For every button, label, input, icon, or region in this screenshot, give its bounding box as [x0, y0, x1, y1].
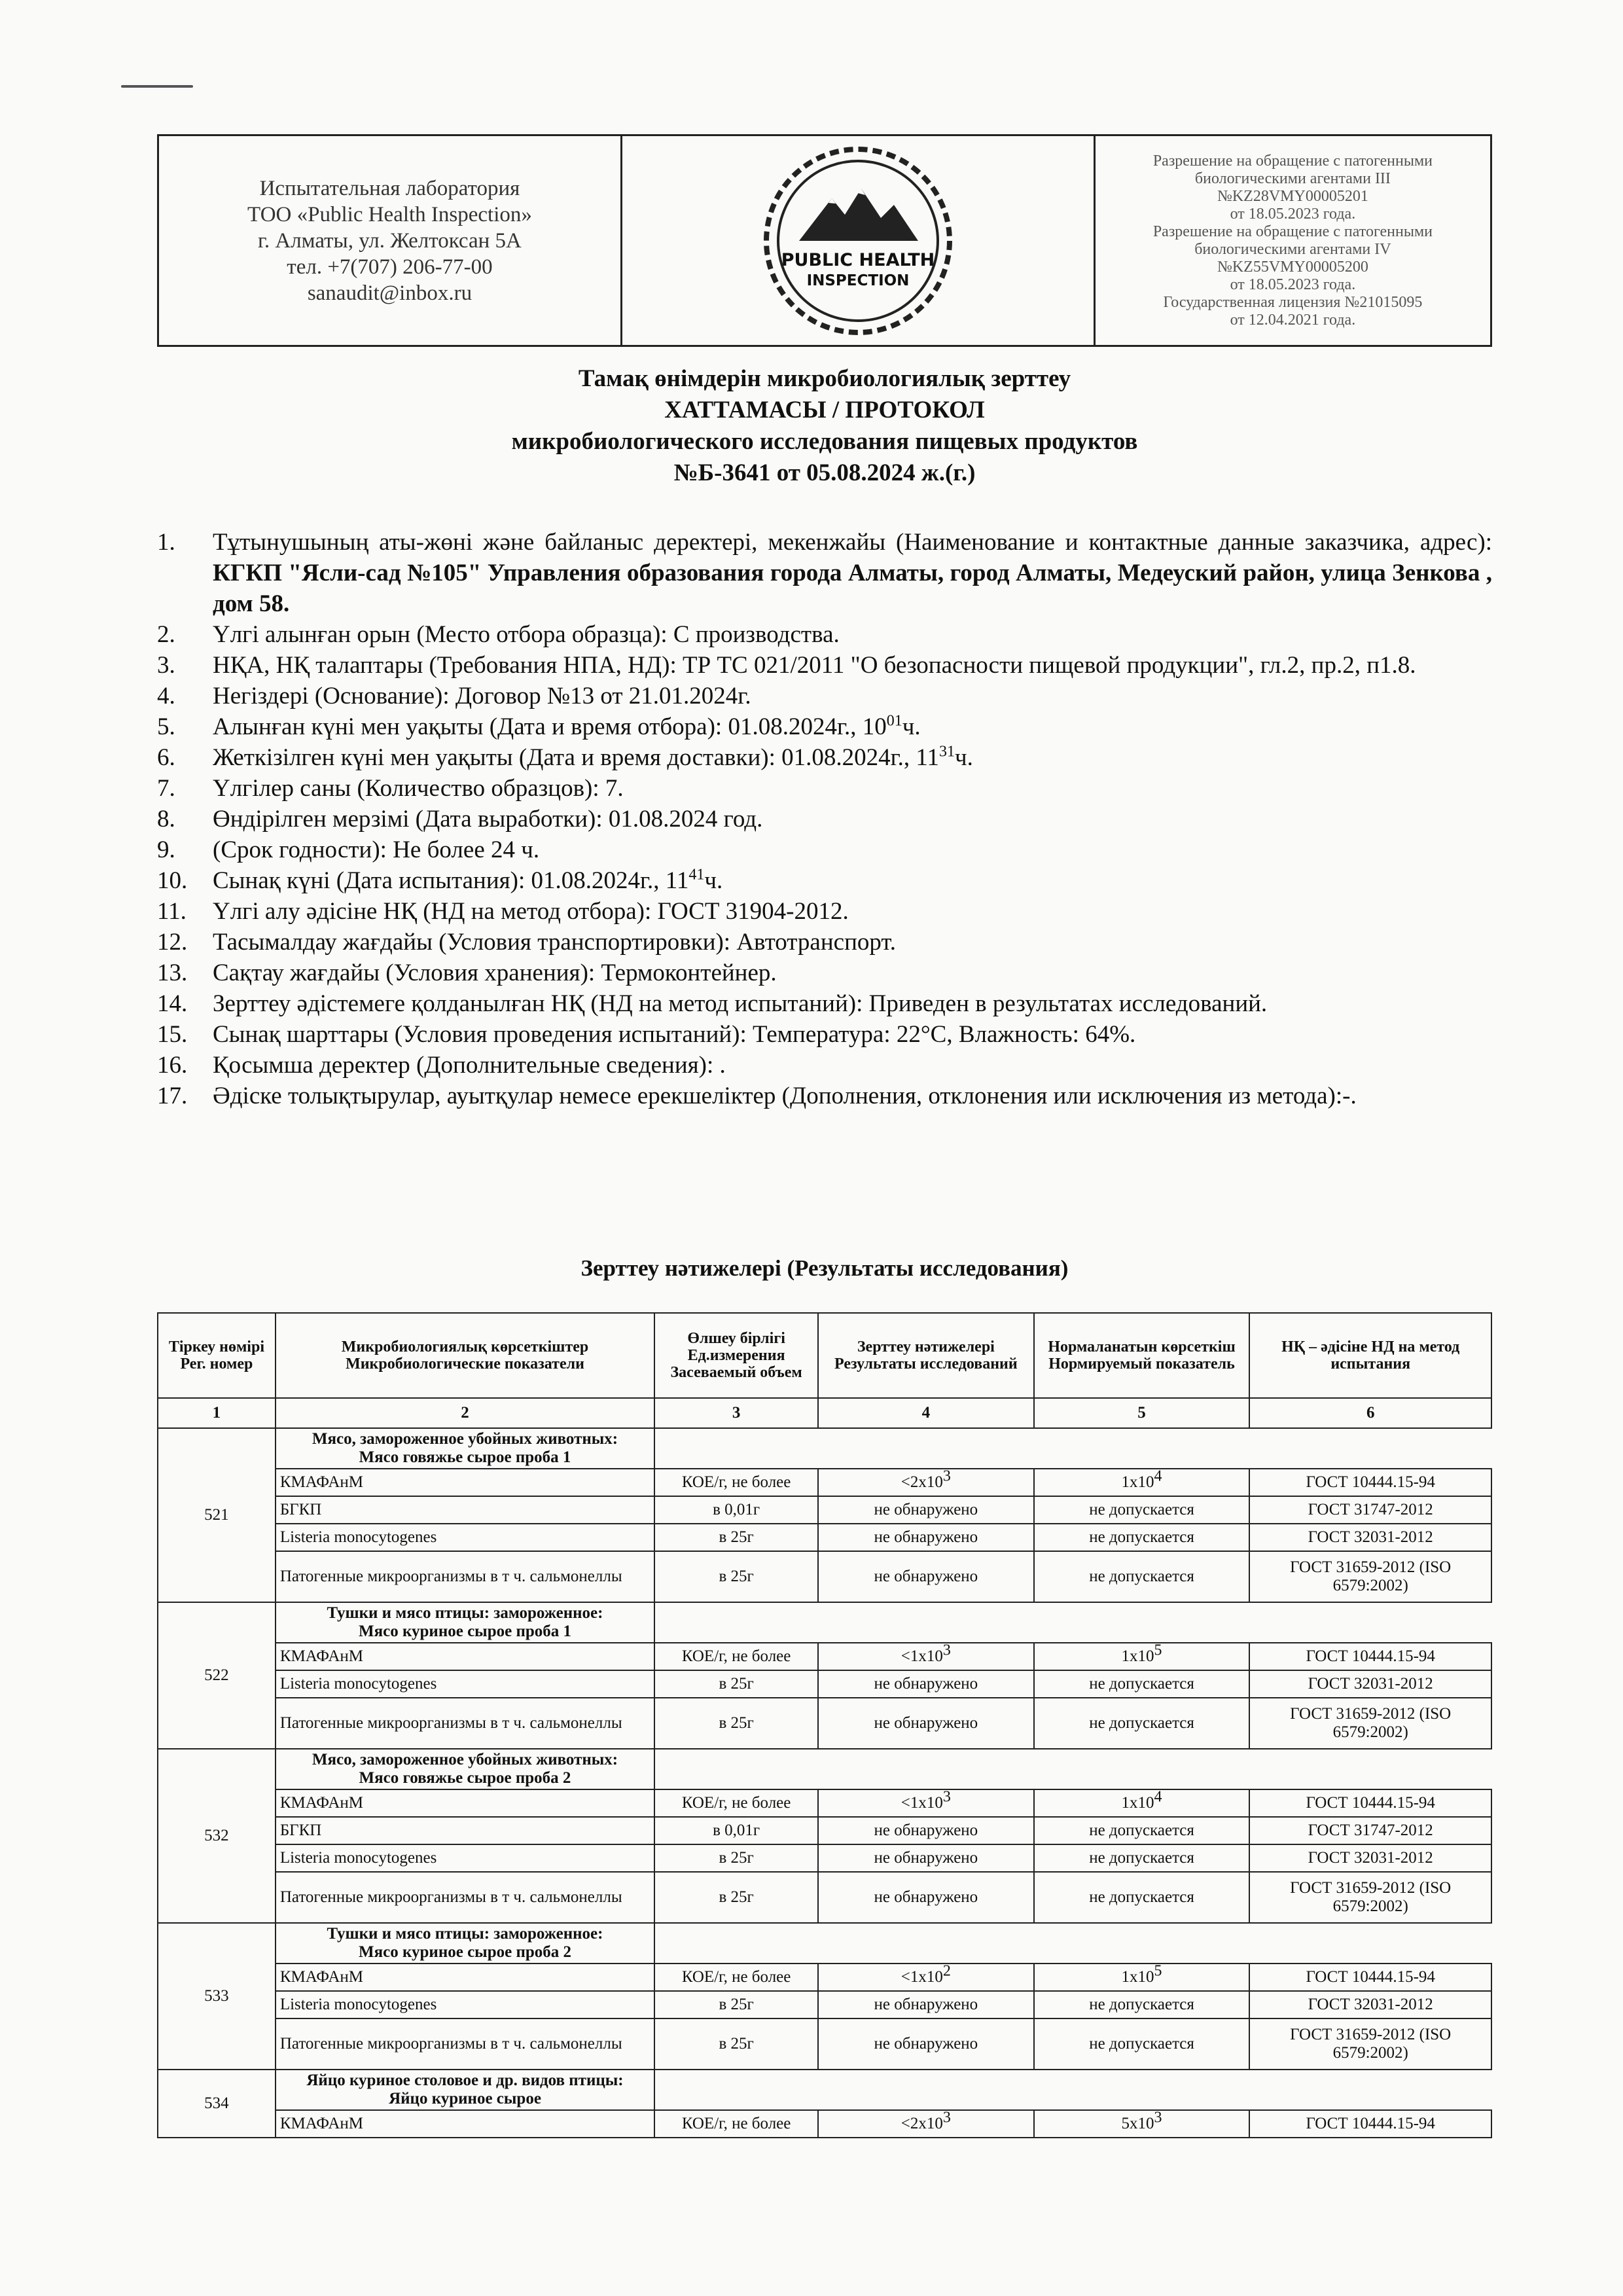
- sample-category: Яйцо куриное столовое и др. видов птицы:: [306, 2072, 624, 2089]
- sample-title: [276, 1749, 654, 1789]
- column-header: Өлшеу бірлігі Ед.измерения Засеваемый объем: [654, 1313, 818, 1398]
- result: не обнаружено: [818, 1670, 1034, 1698]
- group-row: [158, 1428, 1491, 1469]
- indicator: Патогенные микроорганизмы в т ч. сальмонеллы: [276, 1698, 654, 1749]
- unit: КОЕ/г, не более: [654, 1469, 818, 1496]
- method: ГОСТ 31659-2012 (ISO 6579:2002): [1249, 2018, 1491, 2070]
- logo-cell: [622, 136, 1096, 345]
- indicator: Патогенные микроорганизмы в т ч. сальмонеллы: [276, 1551, 654, 1602]
- permit-line: биологическими агентами III: [1194, 170, 1391, 187]
- item-text: Өндірілген мерзімі (Дата выработки): 01.08.2024 год.: [213, 806, 763, 833]
- method: ГОСТ 10444.15-94: [1249, 1789, 1491, 1817]
- lab-line: sanaudit@inbox.ru: [307, 281, 473, 305]
- indicator: Патогенные микроорганизмы в т ч. сальмонеллы: [276, 2018, 654, 2070]
- protocol-number: №Б-3641 от 05.08.2024 ж.(г.): [673, 459, 976, 486]
- column-header: Тіркеу нөмірі Рег. номер: [158, 1313, 276, 1398]
- sample-category: Тушки и мясо птицы: замороженное:: [327, 1925, 603, 1943]
- protocol-item: [157, 896, 1492, 927]
- method: ГОСТ 32031-2012: [1249, 1524, 1491, 1551]
- result: $<1x10^3$: [818, 1643, 1034, 1670]
- reg-number: 521: [158, 1428, 276, 1602]
- indicator: КМАФАнМ: [276, 1643, 654, 1670]
- item-text: Қосымша деректер (Дополнительные сведения): .: [213, 1052, 726, 1079]
- permit-line: №KZ28VMY00005201: [1217, 187, 1368, 205]
- item-text: Әдіске толықтырулар, ауытқулар немесе ерекшеліктер (Дополнения, отклонения или исключения из метода):-.: [213, 1083, 1357, 1109]
- item-text: Алынған күні мен уақыты (Дата и время отбора): 01.08.2024г., $10^{01}ч$.: [213, 712, 921, 740]
- exponent: 3: [1154, 2109, 1162, 2126]
- document-title: [157, 363, 1492, 489]
- norm: $1x10^5$: [1034, 1643, 1250, 1670]
- protocol-item: [157, 1050, 1492, 1081]
- result: $<2x10^3$: [818, 2110, 1034, 2138]
- group-spacer: [654, 1602, 1491, 1643]
- public-health-inspection-logo: [760, 143, 956, 339]
- norm: $1x10^5$: [1034, 1964, 1250, 1991]
- group-spacer: [654, 1428, 1491, 1469]
- protocol-item: [157, 619, 1492, 650]
- scan-mark: [121, 85, 193, 88]
- method: ГОСТ 10444.15-94: [1249, 2110, 1491, 2138]
- customer-name: КГКП "Ясли-сад №105" Управления образования города Алматы, город Алматы, Медеуский район, улица Зенкова , дом 58.: [213, 560, 1492, 617]
- permit-line: Разрешение на обращение с патогенными: [1152, 152, 1433, 170]
- exponent: 2: [942, 1962, 951, 1980]
- protocol-item: [157, 834, 1492, 865]
- time-minutes: 41: [688, 866, 705, 884]
- group-row: [158, 1923, 1491, 1964]
- norm: не допускается: [1034, 1991, 1250, 2018]
- results-table: [157, 1312, 1492, 2138]
- item-text: Тасымалдау жағдайы (Условия транспортировки): Автотранспорт.: [213, 929, 897, 956]
- result: не обнаружено: [818, 1817, 1034, 1844]
- table-row: [158, 1524, 1491, 1551]
- result: не обнаружено: [818, 1524, 1034, 1551]
- table-row: [158, 1844, 1491, 1872]
- protocol-item: [157, 681, 1492, 711]
- lab-info: [159, 136, 622, 345]
- lab-line: г. Алматы, ул. Желтоксан 5А: [258, 228, 522, 253]
- norm: не допускается: [1034, 1872, 1250, 1923]
- sample-name: Мясо куриное сырое проба 2: [359, 1943, 571, 1961]
- lab-line: ТОО «Public Health Inspection»: [247, 202, 532, 226]
- protocol-item: [157, 1081, 1492, 1111]
- group-row: [158, 2070, 1491, 2110]
- indicator: БГКП: [276, 1496, 654, 1524]
- table-row: [158, 1469, 1491, 1496]
- sample-name: Мясо куриное сырое проба 1: [359, 1623, 571, 1640]
- norm: не допускается: [1034, 1817, 1250, 1844]
- unit: КОЕ/г, не более: [654, 1789, 818, 1817]
- method: ГОСТ 32031-2012: [1249, 1670, 1491, 1698]
- permits-info: [1096, 136, 1490, 345]
- sample-name: Яйцо куриное сырое: [389, 2090, 541, 2108]
- item-text: Үлгі алынған орын (Место отбора образца): С производства.: [213, 621, 840, 648]
- method: ГОСТ 31747-2012: [1249, 1817, 1491, 1844]
- item-number: 7.: [157, 775, 175, 802]
- result: не обнаружено: [818, 1991, 1034, 2018]
- item-number: 4.: [157, 683, 175, 709]
- item-number: 2.: [157, 621, 175, 648]
- sample-category: Тушки и мясо птицы: замороженное:: [327, 1604, 603, 1622]
- indicator: БГКП: [276, 1817, 654, 1844]
- lab-line: тел. +7(707) 206-77-00: [287, 255, 493, 279]
- table-row: [158, 1496, 1491, 1524]
- method: ГОСТ 10444.15-94: [1249, 1964, 1491, 1991]
- item-number: 1.: [157, 529, 175, 556]
- column-number: 4: [818, 1398, 1034, 1428]
- column-header: Нормаланатын көрсеткіш Нормируемый показатель: [1034, 1313, 1250, 1398]
- item-text: Үлгілер саны (Количество образцов): 7.: [213, 775, 624, 802]
- permit-line: биологическими агентами IV: [1194, 240, 1391, 258]
- method: ГОСТ 32031-2012: [1249, 1991, 1491, 2018]
- column-number: 6: [1249, 1398, 1491, 1428]
- result: $<2x10^3$: [818, 1469, 1034, 1496]
- sample-category: Мясо, замороженное убойных животных:: [312, 1430, 618, 1448]
- protocol-item: [157, 711, 1492, 742]
- norm: не допускается: [1034, 1524, 1250, 1551]
- method: ГОСТ 10444.15-94: [1249, 1469, 1491, 1496]
- title-line-3: микробиологического исследования пищевых продуктов: [511, 428, 1138, 455]
- item-number: 17.: [157, 1083, 188, 1109]
- item-text: Сынақ күні (Дата испытания): 01.08.2024г., $11^{41}ч$.: [213, 866, 723, 894]
- table-row: [158, 2110, 1491, 2138]
- group-row: [158, 1749, 1491, 1789]
- norm: не допускается: [1034, 2018, 1250, 2070]
- reg-number: 533: [158, 1923, 276, 2070]
- letterhead: [157, 134, 1492, 347]
- table-row: [158, 1872, 1491, 1923]
- group-spacer: [654, 1749, 1491, 1789]
- item-number: 5.: [157, 713, 175, 740]
- indicator: Listeria monocytogenes: [276, 1670, 654, 1698]
- item-number: 11.: [157, 898, 187, 925]
- result: не обнаружено: [818, 1551, 1034, 1602]
- sample-name: Мясо говяжье сырое проба 1: [359, 1448, 571, 1466]
- sample-title: [276, 1923, 654, 1964]
- item-number: 6.: [157, 744, 175, 771]
- unit: в 0,01г: [654, 1817, 818, 1844]
- logo-text-1: PUBLIC HEALTH: [781, 249, 935, 270]
- result: $<1x10^2$: [818, 1964, 1034, 1991]
- indicator: КМАФАнМ: [276, 1964, 654, 1991]
- table-row: [158, 1991, 1491, 2018]
- exponent: 3: [942, 1788, 951, 1806]
- item-text: Сынақ шарттары (Условия проведения испытаний): Температура: 22°С, Влажность: 64%.: [213, 1021, 1136, 1048]
- item-text: НҚА, НҚ талаптары (Требования НПА, НД): ТР ТС 021/2011 "О безопасности пищевой продукции", гл.2, пр.2, п1.8.: [213, 652, 1416, 679]
- permit-line: №KZ55VMY00005200: [1217, 258, 1368, 276]
- item-number: 16.: [157, 1052, 188, 1079]
- permit-line: от 18.05.2023 года.: [1230, 276, 1356, 293]
- column-number: 2: [276, 1398, 654, 1428]
- protocol-items: [157, 527, 1492, 1111]
- exponent: 4: [1154, 1788, 1162, 1806]
- method: ГОСТ 31659-2012 (ISO 6579:2002): [1249, 1698, 1491, 1749]
- item-number: 9.: [157, 836, 175, 863]
- reg-number: 532: [158, 1749, 276, 1923]
- column-header: НҚ – әдісіне НД на метод испытания: [1249, 1313, 1491, 1398]
- method: ГОСТ 32031-2012: [1249, 1844, 1491, 1872]
- exponent: 3: [942, 2109, 951, 2126]
- title-line-1: Тамақ өнімдерін микробиологиялық зерттеу: [578, 365, 1071, 392]
- permit-line: от 12.04.2021 года.: [1230, 311, 1356, 329]
- table-row: [158, 1789, 1491, 1817]
- table-row: [158, 1643, 1491, 1670]
- norm: $5x10^3$: [1034, 2110, 1250, 2138]
- table-row: [158, 1817, 1491, 1844]
- sample-title: [276, 1602, 654, 1643]
- item-text: Жеткізілген күні мен уақыты (Дата и время доставки): 01.08.2024г., $11^{31}ч$.: [213, 743, 973, 771]
- column-number-row: [158, 1398, 1491, 1428]
- sample-title: [276, 2070, 654, 2110]
- permit-line: от 18.05.2023 года.: [1230, 205, 1356, 223]
- norm: не допускается: [1034, 1496, 1250, 1524]
- protocol-item: [157, 1019, 1492, 1050]
- unit: в 25г: [654, 1872, 818, 1923]
- item-number: 14.: [157, 990, 188, 1017]
- unit: КОЕ/г, не более: [654, 1643, 818, 1670]
- logo-text-2: INSPECTION: [806, 272, 910, 289]
- unit: в 25г: [654, 1670, 818, 1698]
- header-row: [158, 1313, 1491, 1398]
- column-header: Микробиологиялық көрсеткіштер Микробиологические показатели: [276, 1313, 654, 1398]
- column-number: 5: [1034, 1398, 1250, 1428]
- norm: не допускается: [1034, 1844, 1250, 1872]
- protocol-item: [157, 773, 1492, 804]
- item-text: Үлгі алу әдісіне НҚ (НД на метод отбора): ГОСТ 31904-2012.: [213, 898, 849, 925]
- item-number: 3.: [157, 652, 175, 679]
- norm: $1x10^4$: [1034, 1789, 1250, 1817]
- exponent: 5: [1154, 1641, 1162, 1659]
- indicator: Listeria monocytogenes: [276, 1844, 654, 1872]
- indicator: КМАФАнМ: [276, 1469, 654, 1496]
- protocol-item: [157, 742, 1492, 773]
- method: ГОСТ 31659-2012 (ISO 6579:2002): [1249, 1551, 1491, 1602]
- time-minutes: 01: [886, 712, 902, 730]
- result: не обнаружено: [818, 1698, 1034, 1749]
- protocol-item: [157, 958, 1492, 988]
- group-row: [158, 1602, 1491, 1643]
- table-row: [158, 2018, 1491, 2070]
- table-row: [158, 1670, 1491, 1698]
- unit: КОЕ/г, не более: [654, 1964, 818, 1991]
- indicator: КМАФАнМ: [276, 1789, 654, 1817]
- norm: не допускается: [1034, 1698, 1250, 1749]
- item-number: 13.: [157, 960, 188, 986]
- reg-number: 534: [158, 2070, 276, 2138]
- protocol-item: [157, 927, 1492, 958]
- protocol-item: [157, 650, 1492, 681]
- unit: в 25г: [654, 1551, 818, 1602]
- permit-line: Государственная лицензия №21015095: [1163, 293, 1423, 311]
- item-number: 8.: [157, 806, 175, 833]
- unit: в 25г: [654, 2018, 818, 2070]
- norm: не допускается: [1034, 1551, 1250, 1602]
- indicator: Патогенные микроорганизмы в т ч. сальмонеллы: [276, 1872, 654, 1923]
- group-spacer: [654, 2070, 1491, 2110]
- exponent: 3: [942, 1641, 951, 1659]
- indicator: Listeria monocytogenes: [276, 1524, 654, 1551]
- unit: в 25г: [654, 1844, 818, 1872]
- column-header: Зерттеу нәтижелері Результаты исследований: [818, 1313, 1034, 1398]
- method: ГОСТ 10444.15-94: [1249, 1643, 1491, 1670]
- item-text: (Срок годности): Не более 24 ч.: [213, 836, 540, 863]
- unit: в 25г: [654, 1524, 818, 1551]
- time-minutes: 31: [939, 743, 955, 761]
- protocol-item: [157, 527, 1492, 619]
- result: не обнаружено: [818, 1872, 1034, 1923]
- unit: КОЕ/г, не более: [654, 2110, 818, 2138]
- item-number: 15.: [157, 1021, 188, 1048]
- sample-category: Мясо, замороженное убойных животных:: [312, 1751, 618, 1768]
- result: не обнаружено: [818, 1844, 1034, 1872]
- indicator: Listeria monocytogenes: [276, 1991, 654, 2018]
- item-text: Сақтау жағдайы (Условия хранения): Термоконтейнер.: [213, 960, 777, 986]
- norm: не допускается: [1034, 1670, 1250, 1698]
- table-row: [158, 1964, 1491, 1991]
- result: $<1x10^3$: [818, 1789, 1034, 1817]
- sample-name: Мясо говяжье сырое проба 2: [359, 1769, 571, 1787]
- protocol-item: [157, 865, 1492, 896]
- result: не обнаружено: [818, 1496, 1034, 1524]
- title-line-2: ХАТТАМАСЫ / ПРОТОКОЛ: [664, 397, 985, 423]
- item-text: Тұтынушының аты-жөні және байланыс деректері, мекенжайы (Наименование и контактные данные заказчика, адрес): КГКП "Ясли-сад №105" Управления образования города Алматы, город Алматы, Медеуский район, улица Зенкова , дом 58.: [213, 529, 1492, 617]
- item-number: 12.: [157, 929, 188, 956]
- exponent: 3: [942, 1467, 951, 1485]
- results-title: Зерттеу нәтижелері (Результаты исследования): [580, 1255, 1069, 1281]
- protocol-item: [157, 988, 1492, 1019]
- item-text: Зерттеу әдістемеге қолданылған НҚ (НД на метод испытаний): Приведен в результатах исследований.: [213, 990, 1268, 1017]
- unit: в 25г: [654, 1991, 818, 2018]
- group-spacer: [654, 1923, 1491, 1964]
- exponent: 4: [1154, 1467, 1162, 1485]
- table-row: [158, 1551, 1491, 1602]
- method: ГОСТ 31747-2012: [1249, 1496, 1491, 1524]
- result: не обнаружено: [818, 2018, 1034, 2070]
- protocol-item: [157, 804, 1492, 834]
- norm: $1x10^4$: [1034, 1469, 1250, 1496]
- sample-title: [276, 1428, 654, 1469]
- unit: в 0,01г: [654, 1496, 818, 1524]
- column-number: 1: [158, 1398, 276, 1428]
- exponent: 5: [1154, 1962, 1162, 1980]
- permit-line: Разрешение на обращение с патогенными: [1152, 223, 1433, 240]
- method: ГОСТ 31659-2012 (ISO 6579:2002): [1249, 1872, 1491, 1923]
- unit: в 25г: [654, 1698, 818, 1749]
- reg-number: 522: [158, 1602, 276, 1749]
- item-text: Негіздері (Основание): Договор №13 от 21.01.2024г.: [213, 683, 751, 709]
- table-row: [158, 1698, 1491, 1749]
- column-number: 3: [654, 1398, 818, 1428]
- indicator: КМАФАнМ: [276, 2110, 654, 2138]
- lab-line: Испытательная лаборатория: [259, 176, 520, 200]
- item-number: 10.: [157, 867, 188, 894]
